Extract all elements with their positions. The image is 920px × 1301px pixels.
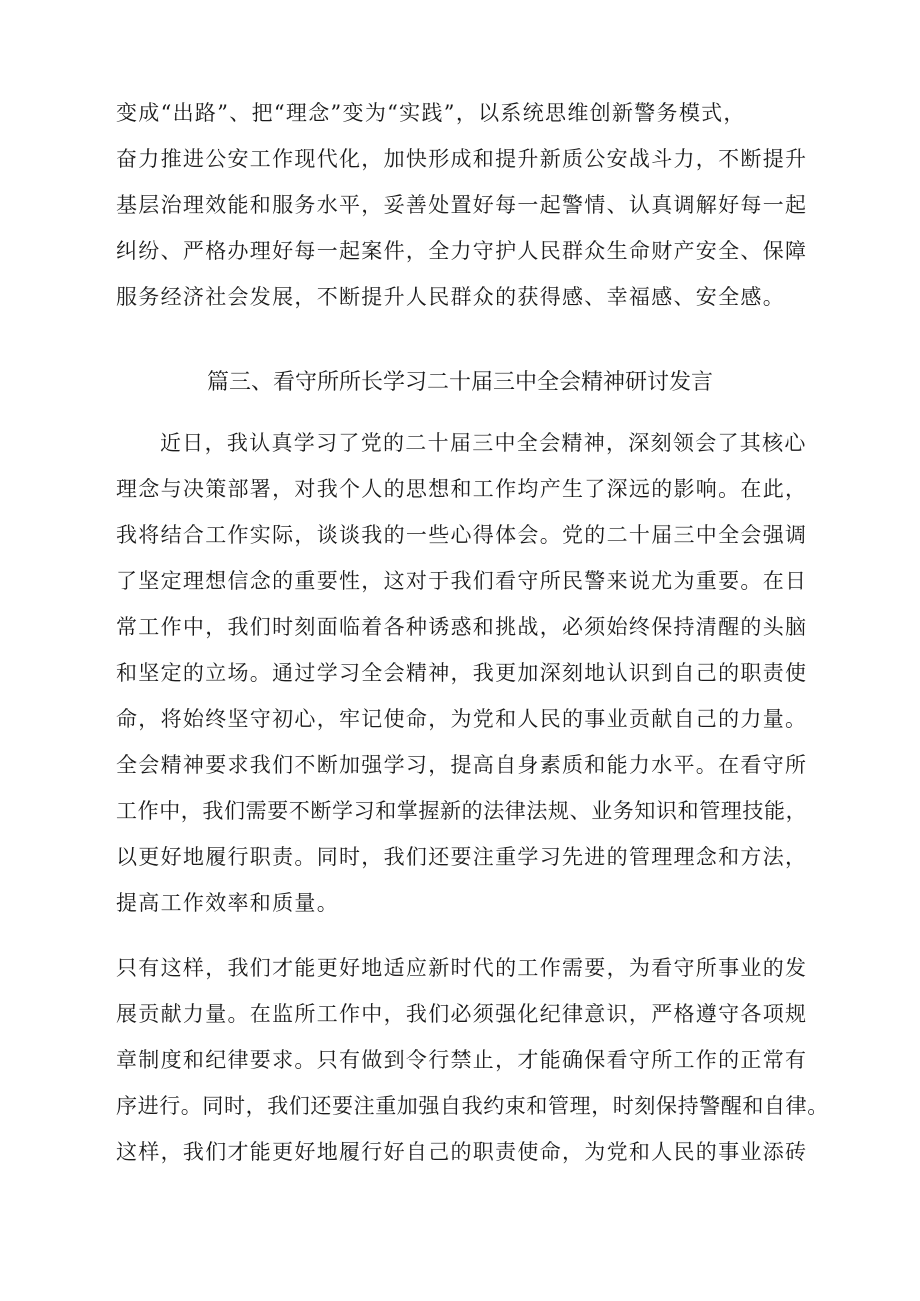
paragraph-line: 只有这样，我们才能更好地适应新时代的工作需要，为看守所事业的发 [116, 956, 808, 980]
paragraph-3 [116, 945, 829, 1175]
paragraph-line: 了坚定理想信念的重要性，这对于我们看守所民警来说尤为重要。在日 [116, 569, 808, 593]
paragraph-line: 命，将始终坚守初心，牢记使命，为党和人民的事业贡献自己的力量。 [116, 707, 808, 731]
paragraph-line: 和坚定的立场。通过学习全会精神，我更加深刻地认识到自己的职责使 [116, 661, 808, 685]
paragraph-line: 提高工作效率和质量。 [116, 891, 339, 915]
paragraph-line: 章制度和纪律要求。只有做到令行禁止，才能确保看守所工作的正常有 [116, 1048, 808, 1072]
paragraph-1 [116, 90, 816, 320]
paragraph-line: 我将结合工作实际，谈谈我的一些心得体会。党的二十届三中全会强调 [116, 523, 808, 547]
paragraph-line: 奋力推进公安工作现代化，加快形成和提升新质公安战斗力，不断提升 [116, 147, 808, 171]
paragraph-line: 这样，我们才能更好地履行好自己的职责使命，为党和人民的事业添砖 [116, 1140, 808, 1164]
paragraph-line: 序进行。同时，我们还要注重加强自我约束和管理，时刻保持警醒和自律。 [116, 1094, 829, 1118]
paragraph-line: 以更好地履行职责。同时，我们还要注重学习先进的管理理念和方法， [116, 845, 808, 869]
section-heading: 篇三、看守所所长学习二十届三中全会精神研讨发言 [206, 370, 713, 395]
paragraph-line: 服务经济社会发展，不断提升人民群众的获得感、幸福感、安全感。 [116, 285, 785, 309]
paragraph-line: 常工作中，我们时刻面临着各种诱惑和挑战，必须始终保持清醒的头脑 [116, 615, 808, 639]
paragraph-line: 工作中，我们需要不断学习和掌握新的法律法规、业务知识和管理技能， [116, 799, 808, 823]
paragraph-2 [116, 420, 816, 926]
paragraph-line: 全会精神要求我们不断加强学习，提高自身素质和能力水平。在看守所 [116, 753, 808, 777]
paragraph-line: 展贡献力量。在监所工作中，我们必须强化纪律意识，严格遵守各项规 [116, 1002, 808, 1026]
paragraph-line: 纠纷、严格办理好每一起案件，全力守护人民群众生命财产安全、保障 [116, 239, 808, 263]
paragraph-line: 基层治理效能和服务水平，妥善处置好每一起警情、认真调解好每一起 [116, 193, 808, 217]
paragraph-line: 理念与决策部署，对我个人的思想和工作均产生了深远的影响。在此， [116, 477, 808, 501]
paragraph-line: 变成“出路”、把“理念”变为“实践”，以系统思维创新警务模式， [116, 101, 746, 125]
paragraph-line: 近日，我认真学习了党的二十届三中全会精神，深刻领会了其核心 [160, 431, 807, 455]
